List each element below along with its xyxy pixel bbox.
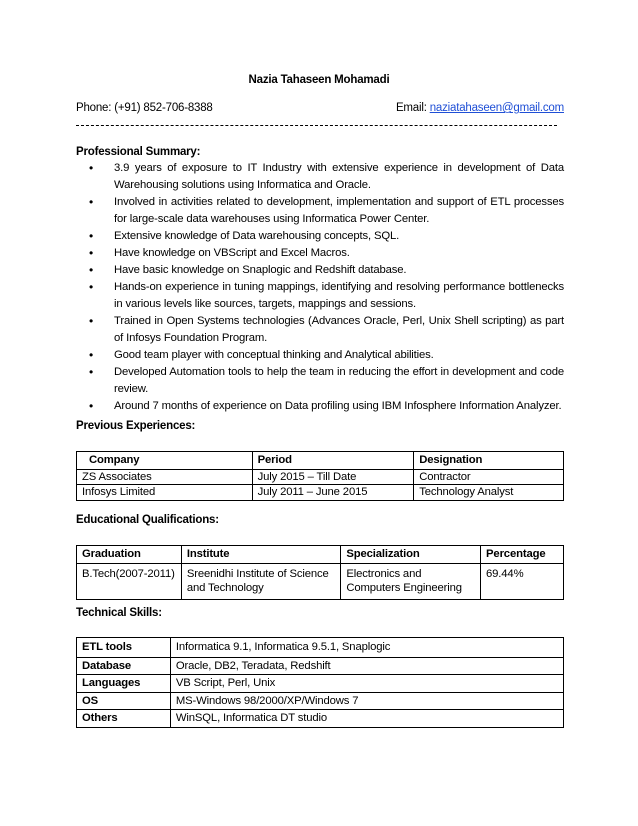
table-row <box>77 675 564 693</box>
skill-value: Informatica 9.1, Informatica 9.5.1, Snaplogic <box>170 638 563 658</box>
experience-heading: Previous Experiences: <box>76 420 196 432</box>
phone-text: Phone: (+91) 852-706-8388 <box>76 102 213 114</box>
table-header-row <box>77 546 564 564</box>
summary-item: • Involved in activities related to development, implementation and support of ETL processes for large-scale data warehouses using Informatica Power Center. <box>76 194 564 228</box>
column-header: Graduation <box>77 546 182 564</box>
skill-value: Oracle, DB2, Teradata, Redshift <box>170 657 563 675</box>
table-row <box>77 692 564 710</box>
column-header: Period <box>252 452 414 470</box>
summary-item: • 3.9 years of exposure to IT Industry with extensive experience in development of Data Warehousing solutions using Informatica and Oracle. <box>76 160 564 194</box>
table-cell: B.Tech(2007-2011) <box>77 563 182 599</box>
skill-category: OS <box>77 692 171 710</box>
table-cell: Technology Analyst <box>414 485 564 501</box>
column-header: Company <box>77 452 253 470</box>
summary-item: • Trained in Open Systems technologies (Advances Oracle, Perl, Unix Shell scripting) as part of Infosys Foundation Program. <box>76 313 564 347</box>
table-cell: Infosys Limited <box>77 485 253 501</box>
column-header: Institute <box>181 546 341 564</box>
skill-category: Others <box>77 710 171 728</box>
skills-table <box>76 637 564 728</box>
summary-item: • Hands-on experience in tuning mappings, identifying and resolving performance bottlenecks in various levels like sources, targets, mappings and sessions. <box>76 279 564 313</box>
candidate-name: Nazia Tahaseen Mohamadi <box>248 74 390 86</box>
table-cell: Contractor <box>414 469 564 485</box>
header-divider <box>76 125 557 126</box>
skill-category: ETL tools <box>77 638 171 658</box>
contact-line <box>76 102 564 114</box>
skill-category: Languages <box>77 675 171 693</box>
summary-item: • Extensive knowledge of Data warehousing concepts, SQL. <box>76 228 564 245</box>
skill-category: Database <box>77 657 171 675</box>
summary-item: • Have basic knowledge on Snaplogic and Redshift database. <box>76 262 564 279</box>
summary-item: • Have knowledge on VBScript and Excel Macros. <box>76 245 564 262</box>
skill-value: MS-Windows 98/2000/XP/Windows 7 <box>170 692 563 710</box>
education-table <box>76 545 564 600</box>
experience-table <box>76 451 564 501</box>
summary-heading: Professional Summary: <box>76 146 201 158</box>
summary-item: • Good team player with conceptual thinking and Analytical abilities. <box>76 347 564 364</box>
table-row <box>77 657 564 675</box>
column-header: Percentage <box>481 546 564 564</box>
table-cell: 69.44% <box>481 563 564 599</box>
email-block <box>396 102 564 114</box>
summary-item: • Around 7 months of experience on Data profiling using IBM Infosphere Information Analyzer. <box>76 398 564 415</box>
education-heading: Educational Qualifications: <box>76 514 219 526</box>
table-cell: July 2011 – June 2015 <box>252 485 414 501</box>
table-row <box>77 563 564 599</box>
table-header-row <box>77 452 564 470</box>
table-row <box>77 638 564 658</box>
table-cell: Sreenidhi Institute of Science and Technology <box>181 563 341 599</box>
table-cell: ZS Associates <box>77 469 253 485</box>
column-header: Specialization <box>341 546 481 564</box>
table-cell: July 2015 – Till Date <box>252 469 414 485</box>
skill-value: WinSQL, Informatica DT studio <box>170 710 563 728</box>
skill-value: VB Script, Perl, Unix <box>170 675 563 693</box>
column-header: Designation <box>414 452 564 470</box>
email-label: Email: <box>395 102 430 114</box>
table-row <box>77 469 564 485</box>
table-cell: Electronics and Computers Engineering <box>341 563 481 599</box>
email-link[interactable]: naziatahaseen@gmail.com <box>429 102 564 114</box>
summary-item: • Developed Automation tools to help the team in reducing the effort in development and code review. <box>76 364 564 398</box>
summary-list <box>76 160 564 415</box>
table-row <box>77 485 564 501</box>
skills-heading: Technical Skills: <box>76 607 162 619</box>
table-row <box>77 710 564 728</box>
